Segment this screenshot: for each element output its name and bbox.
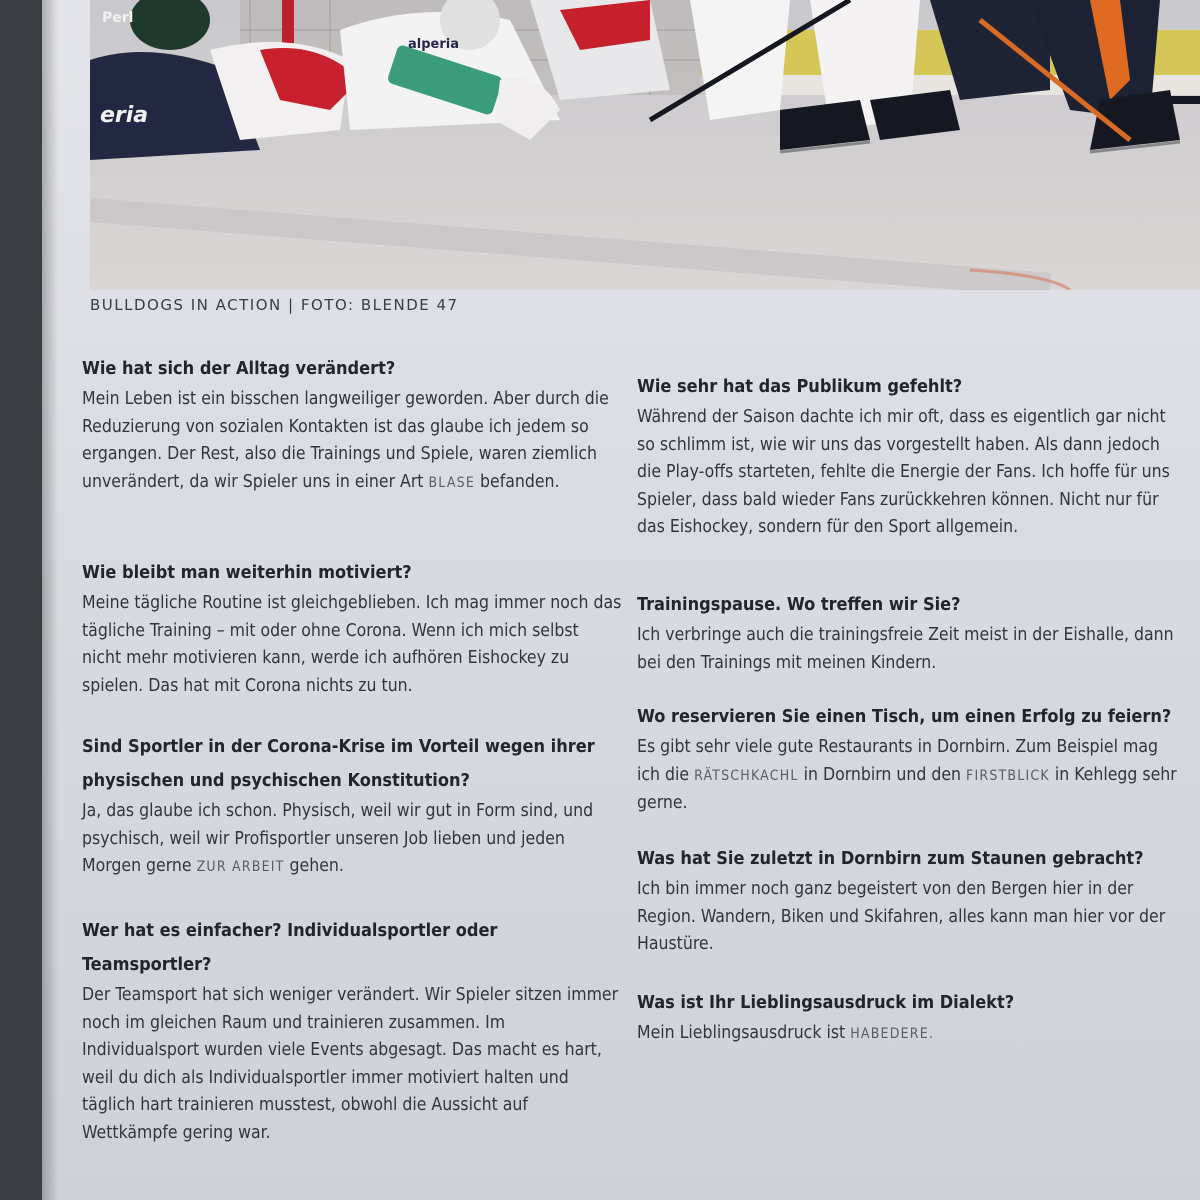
hockey-photo-illustration (90, 0, 1200, 290)
jersey-text: eria (100, 103, 149, 128)
qa-block (82, 914, 622, 1147)
answer-text: in Kehlegg sehr gerne. (637, 764, 1177, 813)
answer-text: Mein Lieblingsausdruck ist (637, 1023, 846, 1043)
qa-block (637, 700, 1177, 818)
question: Wer hat es einfacher? Individualsportler oder Teamsportler? (82, 920, 498, 975)
magazine-page (42, 0, 1200, 1200)
answer (637, 1020, 1177, 1049)
question: Wie sehr hat das Publikum gefehlt? (637, 376, 963, 397)
question: Wie bleibt man weiterhin motiviert? (82, 562, 412, 583)
answer-text: befanden. (480, 471, 560, 492)
answer-highlight: HABEDERE. (850, 1026, 935, 1042)
caption-credit: FOTO: BLENDE 47 (300, 296, 459, 314)
answer (82, 386, 622, 497)
answer-text: Der Teamsport hat sich weniger verändert. Wir Spieler sitzen immer noch im gleichen Raum und trainieren zusammen. Im Individualsport wurden viele Events abgesagt. Das macht es hart, weil du dich als Individualsportler immer motiviert halten und täglich hart trainieren musstest, obwohl die Aussicht auf Wettkämpfe gering war. (82, 985, 619, 1143)
answer-highlight: FIRSTBLICK (966, 767, 1050, 784)
answer-text: Während der Saison dachte ich mir oft, dass es eigentlich gar nicht so schlimm ist, wie wir uns das vorgestellt haben. Als dann jedoch die Play-offs starteten, fehlte die Energie der Fans. Ich hoffe für uns Spieler, dass bald wieder Fans zurückkehren können. Nicht nur für das Eishockey, sondern für den Sport allgemein. (637, 407, 1170, 537)
question: Sind Sportler in der Corona-Krise im Vorteil wegen ihrer physischen und psychischen Konstitution? (82, 736, 595, 791)
answer-highlight: ZUR ARBEIT (196, 859, 285, 875)
question: Wo reservieren Sie einen Tisch, um einen Erfolg zu feiern? (637, 706, 1172, 727)
answer-text: Es gibt sehr viele gute Restaurants in Dornbirn. Zum Beispiel mag ich die (637, 737, 1158, 785)
answer (82, 982, 622, 1147)
caption-title: BULLDOGS IN ACTION (90, 296, 282, 314)
answer-highlight: RÄTSCHKACHL (694, 767, 799, 784)
hockey-photo (90, 0, 1200, 290)
answer-text: gehen. (289, 856, 344, 876)
answer-text: Mein Leben ist ein bisschen langweiliger geworden. Aber durch die Reduzierung von sozialen Kontakten ist das glaube ich jedem so ergangen. Der Rest, also die Trainings und Spiele, waren ziemlich unverändert, da wir Spieler uns in einer Art (82, 389, 609, 492)
answer (637, 404, 1177, 542)
question: Was ist Ihr Lieblingsausdruck im Dialekt? (637, 992, 1015, 1013)
qa-block (82, 730, 622, 882)
answer-text: Ja, das glaube ich schon. Physisch, weil wir gut in Form sind, und psychisch, weil wir Profisportler unseren Job lieben und jeden Morgen gerne (82, 801, 594, 876)
qa-block (637, 986, 1177, 1049)
qa-block (637, 588, 1177, 677)
page-gutter-shadow (42, 0, 58, 1200)
answer (82, 590, 622, 700)
answer (637, 622, 1177, 677)
caption-separator: | (288, 296, 295, 314)
qa-block (82, 556, 622, 700)
question: Was hat Sie zuletzt in Dornbirn zum Staunen gebracht? (637, 848, 1144, 869)
answer (637, 734, 1177, 818)
answer-text: Ich bin immer noch ganz begeistert von den Bergen hier in der Region. Wandern, Biken und Skifahren, alles kann man hier vor der Haustüre. (637, 879, 1166, 954)
answer-text: Meine tägliche Routine ist gleichgeblieben. Ich mag immer noch das tägliche Training – mit oder ohne Corona. Wenn ich mich selbst nicht mehr motivieren kann, werde ich aufhören Eishockey zu spielen. Das hat mit Corona nichts zu tun. (82, 593, 622, 696)
qa-block (82, 352, 622, 497)
question: Trainingspause. Wo treffen wir Sie? (637, 594, 961, 615)
qa-block (637, 842, 1177, 959)
answer (637, 876, 1177, 959)
jersey-text: alperia (408, 37, 459, 52)
jersey-text: Perl (102, 10, 134, 26)
answer-highlight: BLASE (428, 474, 476, 491)
answer-text: in Dornbirn und den (803, 764, 962, 785)
answer-text: Ich verbringe auch die trainingsfreie Zeit meist in der Eishalle, dann bei den Trainings mit meinen Kindern. (637, 625, 1174, 673)
answer (82, 798, 622, 882)
photo-caption (90, 296, 459, 314)
question: Wie hat sich der Alltag verändert? (82, 358, 396, 379)
qa-block (637, 370, 1177, 542)
